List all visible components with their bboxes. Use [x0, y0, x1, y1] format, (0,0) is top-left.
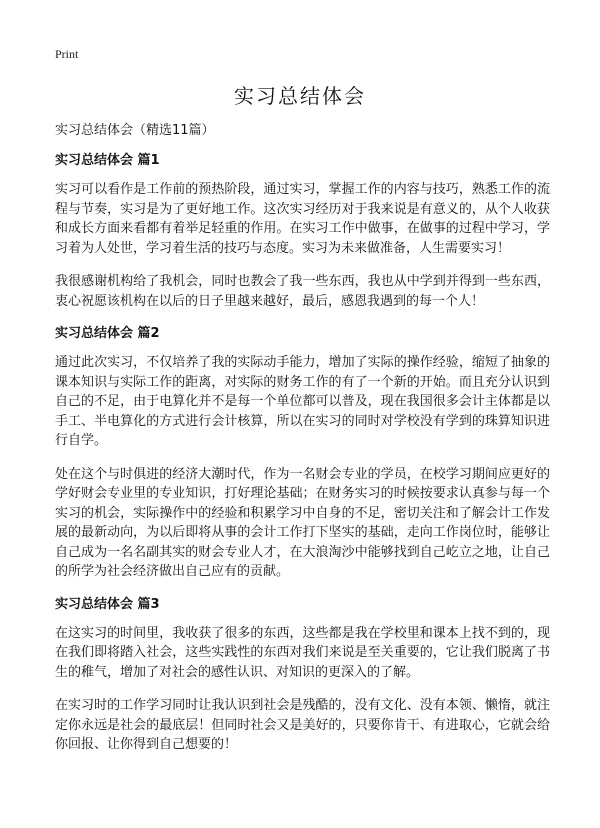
print-link[interactable]: Print	[55, 47, 79, 61]
paragraph: 在实习时的工作学习同时让我认识到社会是残酷的，没有文化、没有本领、懒惰，就注定你永远是社会的最底层！但同时社会又是美好的，只要你肯干、有进取心，它就会给你回报、让你得到自己想要的！	[55, 698, 550, 752]
paragraph: 实习可以看作是工作前的预热阶段，通过实习，掌握工作的内容与技巧，熟悉工作的流程与节奏，实习是为了更好地工作。这次实习经历对于我来说是有意义的，从个人收获和成长方面来看都有着举足轻重的作用。在实习工作中做事，在做事的过程中学习，学习着为人处世，学习着生活的技巧与态度。实习为未来做准备，人生需要实习！	[55, 182, 550, 256]
paragraph: 我很感谢机构给了我机会，同时也教会了我一些东西，我也从中学到并得到一些东西，衷心祝愿该机构在以后的日子里越来越好，最后，感恩我遇到的每一个人！	[55, 274, 550, 309]
section-2	[55, 325, 550, 582]
paragraph: 在这实习的时间里，我收获了很多的东西，这些都是我在学校里和课本上找不到的，现在我们即将踏入社会，这些实践性的东西对我们来说是至关重要的，它让我们脱离了书生的稚气，增加了对社会的感性认识、对知识的更深入的了解。	[55, 625, 550, 680]
section-3	[55, 596, 550, 755]
section-heading: 实习总结体会 篇3	[55, 596, 160, 612]
document-body	[55, 122, 550, 769]
section-heading: 实习总结体会 篇2	[55, 326, 160, 341]
paragraph: 处在这个与时俱进的经济大潮时代，作为一名财会专业的学员，在校学习期间应更好的学好财会专业里的专业知识，打好理论基础；在财务实习的时候按要求认真参与每一个实习的机会，实际操作中的经验和积累学习中自身的不足，密切关注和了解会计工作发展的最新动向，为以后即将从事的会计工作打下坚实的基础，走向工作岗位时，能够让自己成为一名名副其实的财会专业人才，在大浪淘沙中能够找到自己屹立之地，让自己的所学为社会经济做出自己应有的贡献。	[55, 466, 550, 579]
paragraph: 通过此次实习，不仅培养了我的实际动手能力，增加了实际的操作经验，缩短了抽象的课本知识与实际工作的距离，对实际的财务工作的有了一个新的开始。而且充分认识到自己的不足，由于电算化并不是每一个单位都可以普及，现在我国很多会计主体都是以手工、半电算化的方式进行会计核算，所以在实习的同时对学校没有学到的珠算知识进行自学。	[55, 355, 550, 448]
section-heading: 实习总结体会 篇1	[55, 153, 160, 168]
document-title: 实习总结体会	[234, 84, 366, 108]
document-subtitle: 实习总结体会（精选11篇）	[55, 123, 215, 138]
section-1	[55, 152, 550, 311]
